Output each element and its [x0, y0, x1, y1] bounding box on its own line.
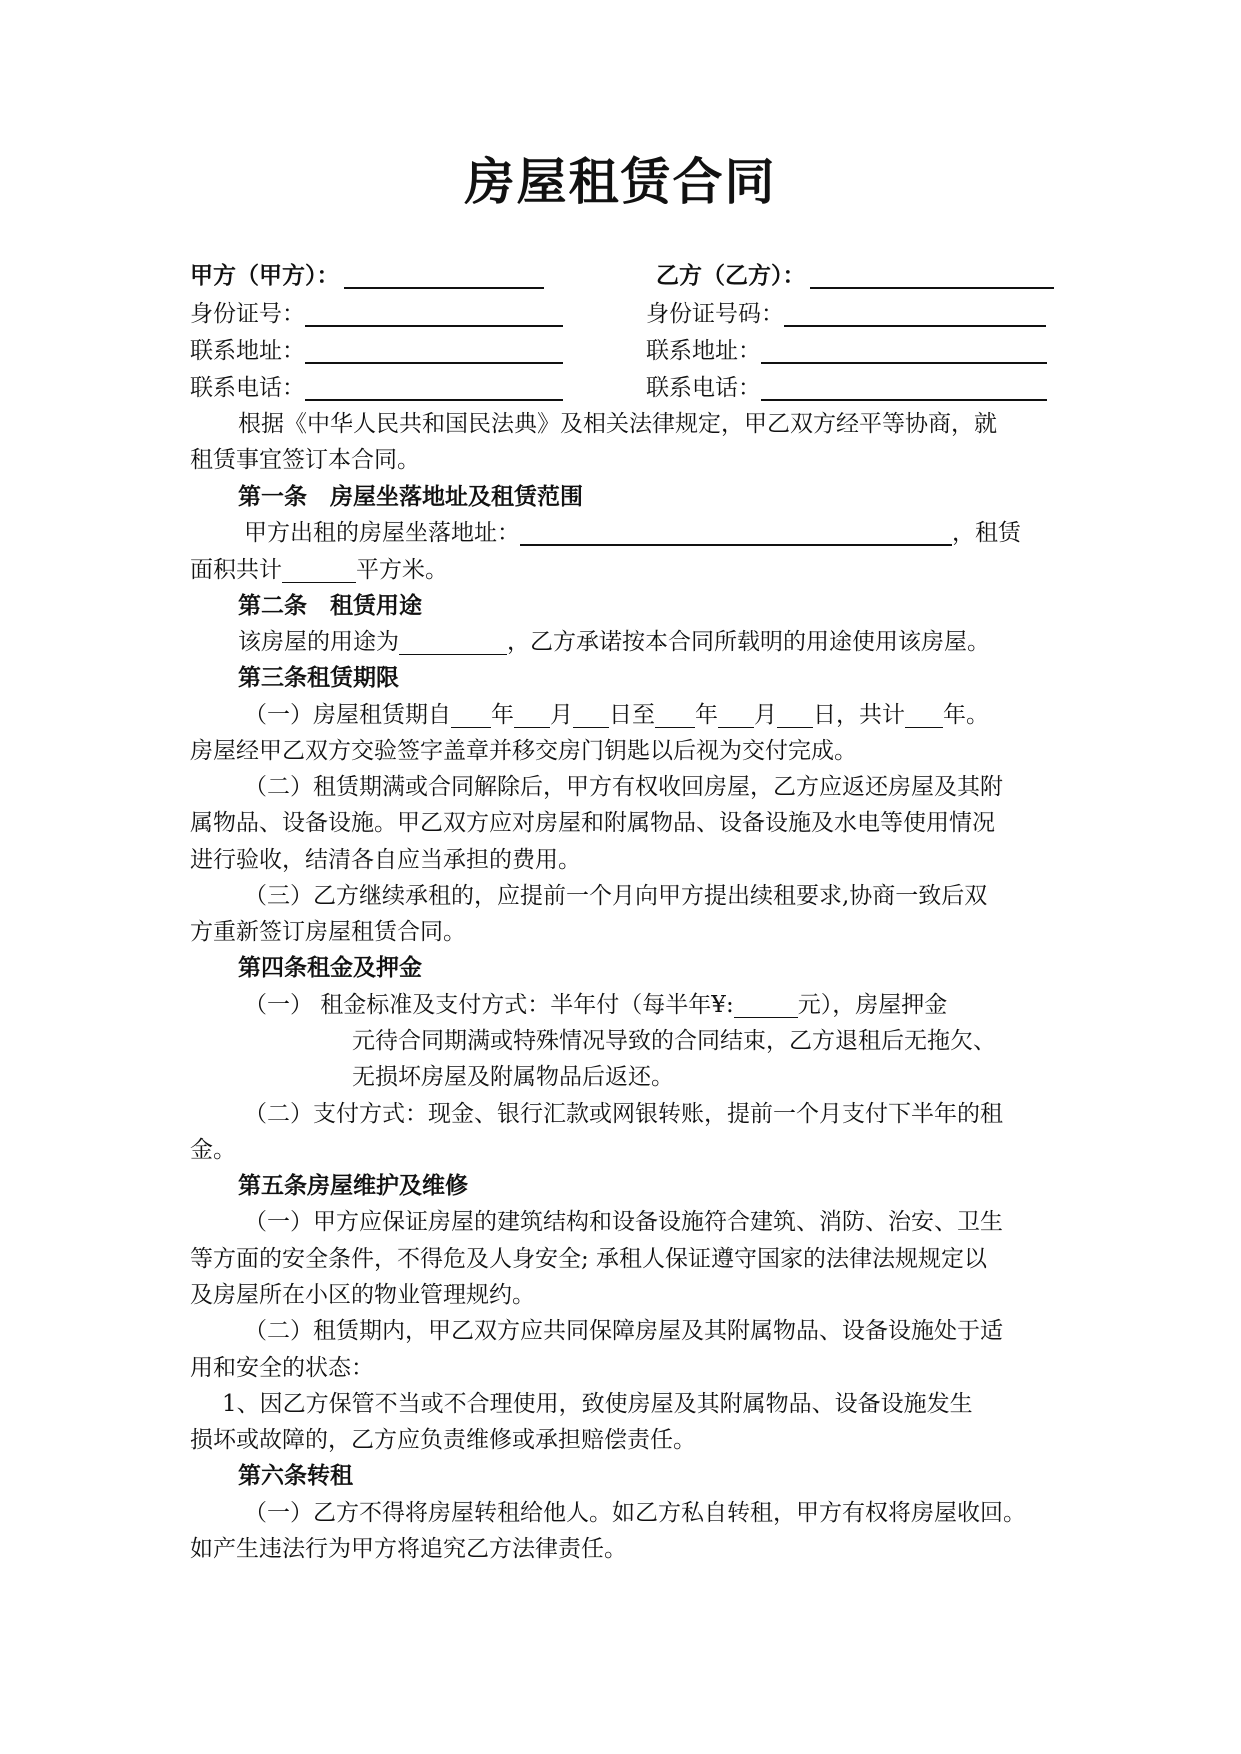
- end-month-blank[interactable]: [718, 701, 754, 728]
- end-year-blank[interactable]: [655, 701, 695, 728]
- month-label: 月: [754, 702, 777, 728]
- party-b-label: 乙方（乙方）：: [656, 262, 806, 289]
- party-b-address-blank[interactable]: [761, 336, 1047, 364]
- party-a-address-blank[interactable]: [305, 336, 563, 364]
- party-b-phone-row: [646, 370, 1047, 406]
- year-label: 年: [491, 702, 514, 728]
- party-b-id-blank[interactable]: [784, 299, 1046, 327]
- property-address-blank[interactable]: [520, 518, 952, 546]
- day-to-label: 日至: [609, 702, 655, 728]
- start-month-blank[interactable]: [514, 701, 550, 728]
- party-b-phone-blank[interactable]: [761, 373, 1047, 401]
- area-prompt: 面积共计: [190, 557, 282, 583]
- party-b-name-row: [656, 258, 1054, 294]
- article-5-p3-line-1: 1、因乙方保管不当或不合理使用，致使房屋及其附属物品、设备设施发生: [222, 1391, 973, 1417]
- article-1-heading: 第一条 房屋坐落地址及租赁范围: [238, 483, 583, 510]
- article-2-line: [238, 624, 990, 660]
- usage-prompt: 该房屋的用途为: [238, 629, 399, 655]
- article-6-p1-line-1: （一）乙方不得将房屋转租给他人。如乙方私自转租，甲方有权将房屋收回。: [244, 1500, 1026, 1526]
- article-1-line-2: [190, 552, 448, 588]
- article-5-p1-line-3: 及房屋所在小区的物业管理规约。: [190, 1282, 535, 1308]
- article-5-p3-line-2: 损坏或故障的，乙方应负责维修或承担赔偿责任。: [190, 1427, 696, 1453]
- party-a-address-label: 联系地址：: [190, 338, 305, 364]
- preamble-line-2: 租赁事宜签订本合同。: [190, 447, 420, 473]
- party-b-phone-label: 联系电话：: [646, 375, 761, 401]
- party-a-address-row: [190, 333, 563, 369]
- party-a-id-row: [190, 296, 563, 332]
- party-b-id-row: [646, 296, 1046, 332]
- article-3-p1-line-2: 房屋经甲乙双方交验签字盖章并移交房门钥匙以后视为交付完成。: [190, 738, 857, 764]
- article-1-line-1: [244, 515, 1021, 551]
- total-label: 日，共计: [813, 702, 905, 728]
- party-a-name-blank[interactable]: [344, 261, 544, 289]
- article-4-heading: 第四条租金及押金: [238, 954, 422, 981]
- semiannual-rent-blank[interactable]: [734, 991, 798, 1018]
- party-a-id-label: 身份证号：: [190, 301, 305, 327]
- usage-blank[interactable]: [399, 628, 507, 655]
- article-5-p2-line-2: 用和安全的状态：: [190, 1355, 374, 1381]
- area-unit: 平方米。: [356, 557, 448, 583]
- party-b-address-label: 联系地址：: [646, 338, 761, 364]
- article-3-p2-line-3: 进行验收，结清各自应当承担的费用。: [190, 847, 581, 873]
- party-a-phone-label: 联系电话：: [190, 375, 305, 401]
- end-day-blank[interactable]: [777, 701, 813, 728]
- deposit-prompt: 元），房屋押金: [797, 992, 948, 1018]
- article-4-p2-line-2: 金。: [190, 1137, 236, 1163]
- article-3-p3-line-2: 方重新签订房屋租赁合同。: [190, 919, 466, 945]
- area-blank[interactable]: [282, 556, 356, 583]
- party-a-phone-blank[interactable]: [305, 373, 563, 401]
- total-years-blank[interactable]: [905, 701, 943, 728]
- article-3-p3-line-1: （三）乙方继续承租的，应提前一个月向甲方提出续租要求,协商一致后双: [244, 883, 988, 909]
- article-5-heading: 第五条房屋维护及维修: [238, 1172, 468, 1199]
- article-4-p1-line-1: [244, 987, 947, 1023]
- article-5-p1-line-1: （一）甲方应保证房屋的建筑结构和设备设施符合建筑、消防、治安、卫生: [244, 1209, 1003, 1235]
- article-4-p2-line-1: （二）支付方式：现金、银行汇款或网银转账，提前一个月支付下半年的租: [244, 1101, 1003, 1127]
- party-b-id-label: 身份证号码：: [646, 301, 784, 327]
- term-prompt: （一）房屋租赁期自: [244, 702, 451, 728]
- article-4-p1-line-3: 无损坏房屋及附属物品后返还。: [352, 1064, 674, 1090]
- article-3-p2-line-1: （二）租赁期满或合同解除后，甲方有权收回房屋，乙方应返还房屋及其附: [244, 774, 1003, 800]
- article-2-heading: 第二条 租赁用途: [238, 592, 422, 619]
- start-day-blank[interactable]: [573, 701, 609, 728]
- article-6-p1-line-2: 如产生违法行为甲方将追究乙方法律责任。: [190, 1536, 627, 1562]
- year-label: 年: [695, 702, 718, 728]
- address-prompt: 甲方出租的房屋坐落地址：: [244, 520, 520, 546]
- party-a-id-blank[interactable]: [305, 299, 563, 327]
- preamble-line-1: 根据《中华人民共和国民法典》及相关法律规定，甲乙双方经平等协商，就: [238, 411, 997, 437]
- article-3-heading: 第三条租赁期限: [238, 664, 399, 691]
- article-3-p2-line-2: 属物品、设备设施。甲乙双方应对房屋和附属物品、设备设施及水电等使用情况: [190, 810, 995, 836]
- article-5-p2-line-1: （二）租赁期内，甲乙双方应共同保障房屋及其附属物品、设备设施处于适: [244, 1318, 1003, 1344]
- party-a-name-row: [190, 258, 544, 294]
- rent-standard-prompt: （一） 租金标准及支付方式：半年付（每半年¥:: [244, 992, 734, 1018]
- article-4-p1-line-2: 元待合同期满或特殊情况导致的合同结束，乙方退租后无拖欠、: [352, 1028, 996, 1054]
- document-title: 房屋租赁合同: [464, 152, 777, 211]
- usage-commitment: ，乙方承诺按本合同所载明的用途使用该房屋。: [507, 629, 990, 655]
- party-a-phone-row: [190, 370, 563, 406]
- month-label: 月: [550, 702, 573, 728]
- party-b-name-blank[interactable]: [810, 261, 1054, 289]
- party-b-address-row: [646, 333, 1047, 369]
- lease-term-line: [244, 697, 989, 733]
- article-5-p1-line-2: 等方面的安全条件，不得危及人身安全; 承租人保证遵守国家的法律法规规定以: [190, 1246, 988, 1272]
- party-a-label: 甲方（甲方）：: [190, 262, 340, 289]
- year-end-label: 年。: [943, 702, 989, 728]
- start-year-blank[interactable]: [451, 701, 491, 728]
- article-1-text-b: ，租赁: [952, 520, 1021, 546]
- article-6-heading: 第六条转租: [238, 1462, 353, 1489]
